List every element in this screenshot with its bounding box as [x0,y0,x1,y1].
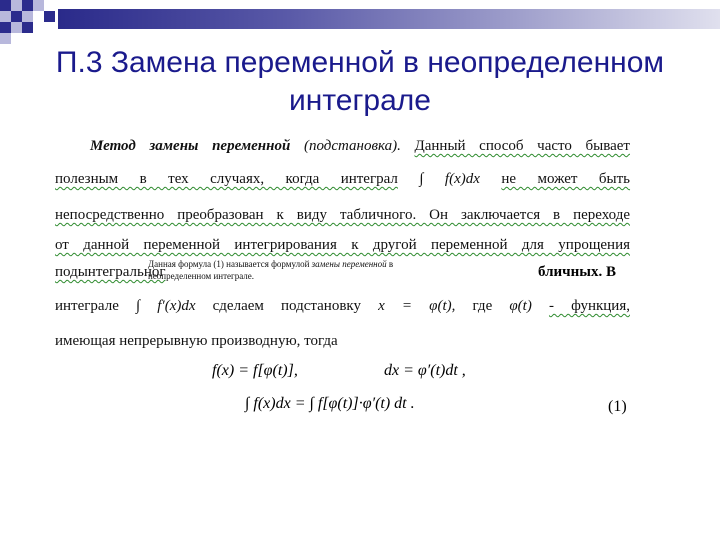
paragraph-line-2 [55,168,630,190]
deco-square [22,22,33,33]
equation-number: (1) [608,398,627,415]
line6-word: интеграле [55,298,119,314]
header-gradient-stripe [58,9,720,29]
deco-square [11,22,22,33]
footnote-line-2: неопределенном интеграле. [148,271,255,281]
formula-main-integral: ∫ f(x)dx = ∫ f[φ(t)]·φ′(t) dt . [245,395,415,412]
line5-end: бличных. В [538,264,617,280]
deco-square [33,0,44,11]
term-parenthetical: (подстановка). [303,138,401,154]
paragraph-line-1 [90,135,630,157]
footnote-term: замены переменной [311,259,387,269]
line2-end: не может быть [501,171,631,187]
line5-start: подынтегральног [55,264,166,280]
deco-square [22,0,33,11]
deco-square [0,11,11,22]
deco-square [11,0,22,11]
line6-where: где [472,298,493,314]
formula-substitution-f: f(x) = f[φ(t)], [212,362,298,379]
paragraph-line-4: от данной переменной интегрирования к другой переменной для упрощения [55,237,630,253]
footnote-text-end: в [388,259,394,269]
substitution-formula: x = φ(t), [378,298,456,314]
deco-square [0,0,11,11]
decorative-header-bar [0,0,720,44]
paragraph-line-3: непосредственно преобразован к виду табличного. Он заключается в переходе [55,207,630,223]
term-method-name: Метод замены переменной [90,138,291,154]
paragraph-line-6 [55,295,630,317]
line6-function: - функция, [548,298,630,314]
line1-rest: Данный способ часто бывает [414,138,630,154]
footnote-text: Данная формула (1) называется формулой [148,259,310,269]
footnote-line-1 [148,258,548,270]
deco-square [0,33,11,44]
footnote-overlay [148,258,548,282]
formula-substitution-dx: dx = φ′(t)dt , [384,362,466,379]
line6-substitution: сделаем подстановку [212,298,361,314]
line2-start: полезным в тех случаях, когда интеграл [55,171,398,187]
phi-of-t: φ(t) [509,298,532,314]
integral-fprime: ∫ f′(x)dx [136,298,196,314]
paragraph-line-7: имеющая непрерывную производную, тогда [55,333,338,349]
slide-title: П.3 Замена переменной в неопределенном интеграле [55,46,665,117]
deco-square [11,11,22,22]
deco-square [0,22,11,33]
deco-square [22,11,33,22]
deco-square [44,11,55,22]
integral-fx: ∫ f(x)dx [419,171,480,187]
